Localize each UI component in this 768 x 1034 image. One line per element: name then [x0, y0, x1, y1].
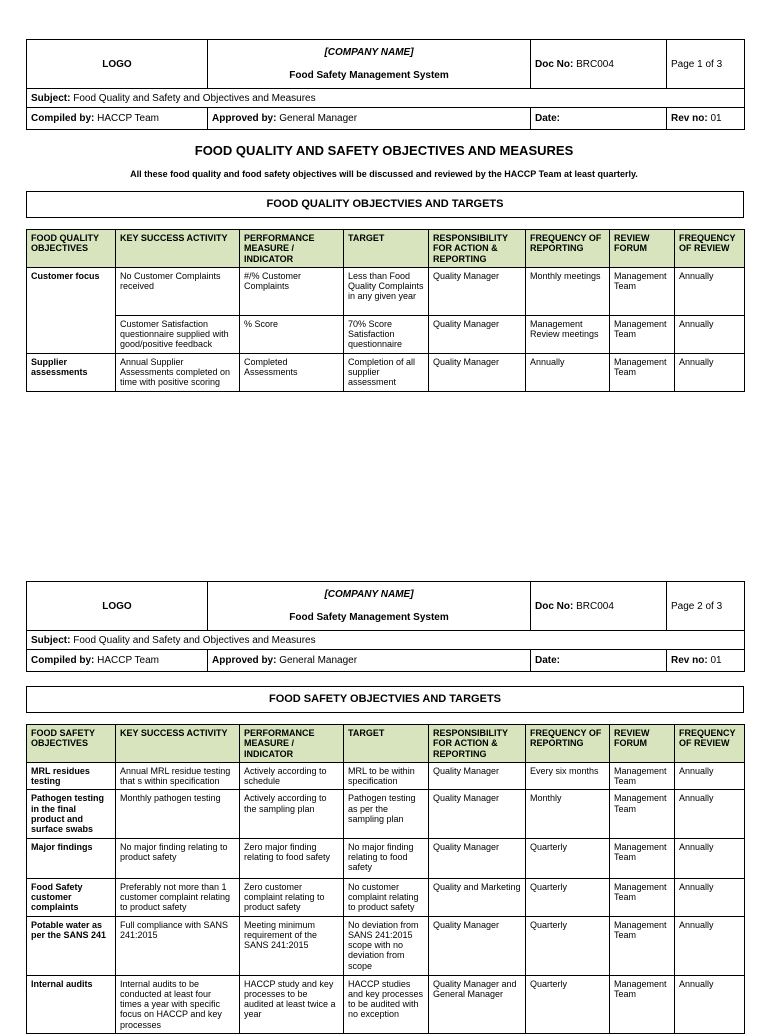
- document-intro: All these food quality and food safety objectives will be discussed and reviewed by the HACCP Team at least quarterly.: [130, 169, 638, 179]
- table-cell: Management Team: [610, 790, 675, 838]
- table-cell: Preferably not more than 1 customer complaint relating to product safety: [116, 878, 240, 916]
- table-cell: HACCP studies and key processes to be audited with no exception: [344, 975, 429, 1033]
- column-header: FOOD SAFETY OBJECTIVES: [27, 725, 116, 763]
- column-header: TARGET: [344, 230, 429, 268]
- table-cell: No customer complaint relating to product safety: [344, 878, 429, 916]
- table-cell: Quality Manager: [429, 353, 526, 391]
- rev-no: Rev no: 01: [667, 108, 745, 130]
- table-cell: Quality Manager: [429, 315, 526, 353]
- table-cell: Zero major finding relating to food safety: [240, 838, 344, 878]
- table-cell: No major finding relating to food safety: [344, 838, 429, 878]
- table-cell: Management Team: [610, 878, 675, 916]
- table-cell: Annually: [675, 916, 745, 975]
- table-cell: Potable water as per the SANS 241: [27, 916, 116, 975]
- table-cell: Management Review meetings: [526, 315, 610, 353]
- table-row: [27, 353, 745, 391]
- table-row: [27, 315, 745, 353]
- column-header: TARGET: [344, 725, 429, 763]
- company-name: [COMPANY NAME]: [324, 47, 414, 58]
- table-cell: HACCP study and key processes to be audited at least twice a year: [240, 975, 344, 1033]
- table-cell: Management Team: [610, 315, 675, 353]
- table-cell: Completed Assessments: [240, 353, 344, 391]
- table-cell: Annually: [526, 353, 610, 391]
- doc-no: Doc No: BRC004: [531, 40, 667, 89]
- safety-objectives-table: [26, 724, 745, 1034]
- table-row: [27, 878, 745, 916]
- column-header: FREQUENCY OF REVIEW: [675, 230, 745, 268]
- table-cell: Every six months: [526, 762, 610, 790]
- table-cell: No deviation from SANS 241:2015 scope with no deviation from scope: [344, 916, 429, 975]
- subject-row: Subject: Food Quality and Safety and Objectives and Measures: [27, 631, 745, 650]
- table-cell: Customer focus: [27, 267, 116, 353]
- table-row: [27, 790, 745, 838]
- table-row: [27, 267, 745, 315]
- table-cell: Management Team: [610, 267, 675, 315]
- table-cell: Customer Satisfaction questionnaire supplied with good/positive feedback: [116, 315, 240, 353]
- table-cell: Management Team: [610, 916, 675, 975]
- doc-no: Doc No: BRC004: [531, 582, 667, 631]
- table-cell: Internal audits to be conducted at least four times a year with specific focus on HACCP and key processes: [116, 975, 240, 1033]
- subject-row: Subject: Food Quality and Safety and Objectives and Measures: [27, 89, 745, 108]
- table-row: [27, 975, 745, 1033]
- table-cell: Management Team: [610, 838, 675, 878]
- column-header: RESPONSIBILITY FOR ACTION & REPORTING: [429, 725, 526, 763]
- page-1-header: [26, 39, 745, 130]
- company-block: [208, 582, 531, 631]
- table-cell: Annually: [675, 838, 745, 878]
- quality-section-title: FOOD QUALITY OBJECTVIES AND TARGETS: [26, 191, 744, 218]
- logo: LOGO: [27, 582, 208, 631]
- table-row: [27, 762, 745, 790]
- column-header: FREQUENCY OF REVIEW: [675, 725, 745, 763]
- table-cell: Meeting minimum requirement of the SANS 241:2015: [240, 916, 344, 975]
- table-cell: Quality and Marketing: [429, 878, 526, 916]
- rev-no: Rev no: 01: [667, 650, 745, 672]
- table-cell: Management Team: [610, 353, 675, 391]
- approved-by: Approved by: General Manager: [208, 108, 531, 130]
- column-header: FREQUENCY OF REPORTING: [526, 230, 610, 268]
- table-cell: No Customer Complaints received: [116, 267, 240, 315]
- table-cell: Quarterly: [526, 975, 610, 1033]
- table-cell: % Score: [240, 315, 344, 353]
- table-cell: Monthly pathogen testing: [116, 790, 240, 838]
- table-cell: Annual MRL residue testing that s within specification: [116, 762, 240, 790]
- table-cell: Annually: [675, 315, 745, 353]
- table-cell: Management Team: [610, 762, 675, 790]
- table-cell: No major finding relating to product safety: [116, 838, 240, 878]
- table-cell: Quarterly: [526, 838, 610, 878]
- table-cell: Management Team: [610, 975, 675, 1033]
- column-header: FREQUENCY OF REPORTING: [526, 725, 610, 763]
- system-name: Food Safety Management System: [289, 70, 449, 81]
- page-number: Page 2 of 3: [667, 582, 745, 631]
- column-header: KEY SUCCESS ACTIVITY: [116, 725, 240, 763]
- table-cell: Quality Manager: [429, 790, 526, 838]
- table-cell: Internal audits: [27, 975, 116, 1033]
- table-cell: Actively according to the sampling plan: [240, 790, 344, 838]
- table-cell: Major findings: [27, 838, 116, 878]
- table-cell: Monthly meetings: [526, 267, 610, 315]
- table-cell: Annually: [675, 790, 745, 838]
- table-cell: Annually: [675, 267, 745, 315]
- table-cell: Annually: [675, 762, 745, 790]
- table-cell: Quality Manager: [429, 838, 526, 878]
- column-header: PERFORMANCE MEASURE / INDICATOR: [240, 230, 344, 268]
- column-header: REVIEW FORUM: [610, 725, 675, 763]
- column-header: RESPONSIBILITY FOR ACTION & REPORTING: [429, 230, 526, 268]
- table-cell: Food Safety customer complaints: [27, 878, 116, 916]
- approved-by: Approved by: General Manager: [208, 650, 531, 672]
- page-number: Page 1 of 3: [667, 40, 745, 89]
- compiled-by: Compiled by: HACCP Team: [27, 650, 208, 672]
- table-cell: Supplier assessments: [27, 353, 116, 391]
- column-header: KEY SUCCESS ACTIVITY: [116, 230, 240, 268]
- system-name: Food Safety Management System: [289, 612, 449, 623]
- table-cell: Quality Manager: [429, 762, 526, 790]
- table-row: [27, 916, 745, 975]
- table-cell: Annually: [675, 975, 745, 1033]
- table-cell: Quality Manager and General Manager: [429, 975, 526, 1033]
- column-header: FOOD QUALITY OBJECTIVES: [27, 230, 116, 268]
- date-field: Date:: [531, 108, 667, 130]
- table-cell: #/% Customer Complaints: [240, 267, 344, 315]
- table-cell: Annually: [675, 353, 745, 391]
- table-cell: Pathogen testing in the final product and surface swabs: [27, 790, 116, 838]
- table-cell: Quarterly: [526, 916, 610, 975]
- company-name: [COMPANY NAME]: [324, 589, 414, 600]
- table-cell: Quality Manager: [429, 267, 526, 315]
- column-header: REVIEW FORUM: [610, 230, 675, 268]
- table-cell: MRL residues testing: [27, 762, 116, 790]
- table-cell: Actively according to schedule: [240, 762, 344, 790]
- table-cell: Monthly: [526, 790, 610, 838]
- table-cell: MRL to be within specification: [344, 762, 429, 790]
- table-cell: Annually: [675, 878, 745, 916]
- table-row: [27, 838, 745, 878]
- compiled-by: Compiled by: HACCP Team: [27, 108, 208, 130]
- date-field: Date:: [531, 650, 667, 672]
- table-cell: Quarterly: [526, 878, 610, 916]
- quality-objectives-table: [26, 229, 745, 392]
- table-cell: Full compliance with SANS 241:2015: [116, 916, 240, 975]
- table-cell: Quality Manager: [429, 916, 526, 975]
- table-cell: Completion of all supplier assessment: [344, 353, 429, 391]
- column-header: PERFORMANCE MEASURE / INDICATOR: [240, 725, 344, 763]
- table-cell: 70% Score Satisfaction questionnaire: [344, 315, 429, 353]
- table-cell: Zero customer complaint relating to product safety: [240, 878, 344, 916]
- table-cell: Annual Supplier Assessments completed on time with positive scoring: [116, 353, 240, 391]
- table-cell: Less than Food Quality Complaints in any given year: [344, 267, 429, 315]
- page-2-header: [26, 581, 745, 672]
- logo: LOGO: [27, 40, 208, 89]
- table-cell: Pathogen testing as per the sampling plan: [344, 790, 429, 838]
- company-block: [208, 40, 531, 89]
- document-title: FOOD QUALITY AND SAFETY OBJECTIVES AND MEASURES: [194, 143, 574, 158]
- safety-section-title: FOOD SAFETY OBJECTVIES AND TARGETS: [26, 686, 744, 713]
